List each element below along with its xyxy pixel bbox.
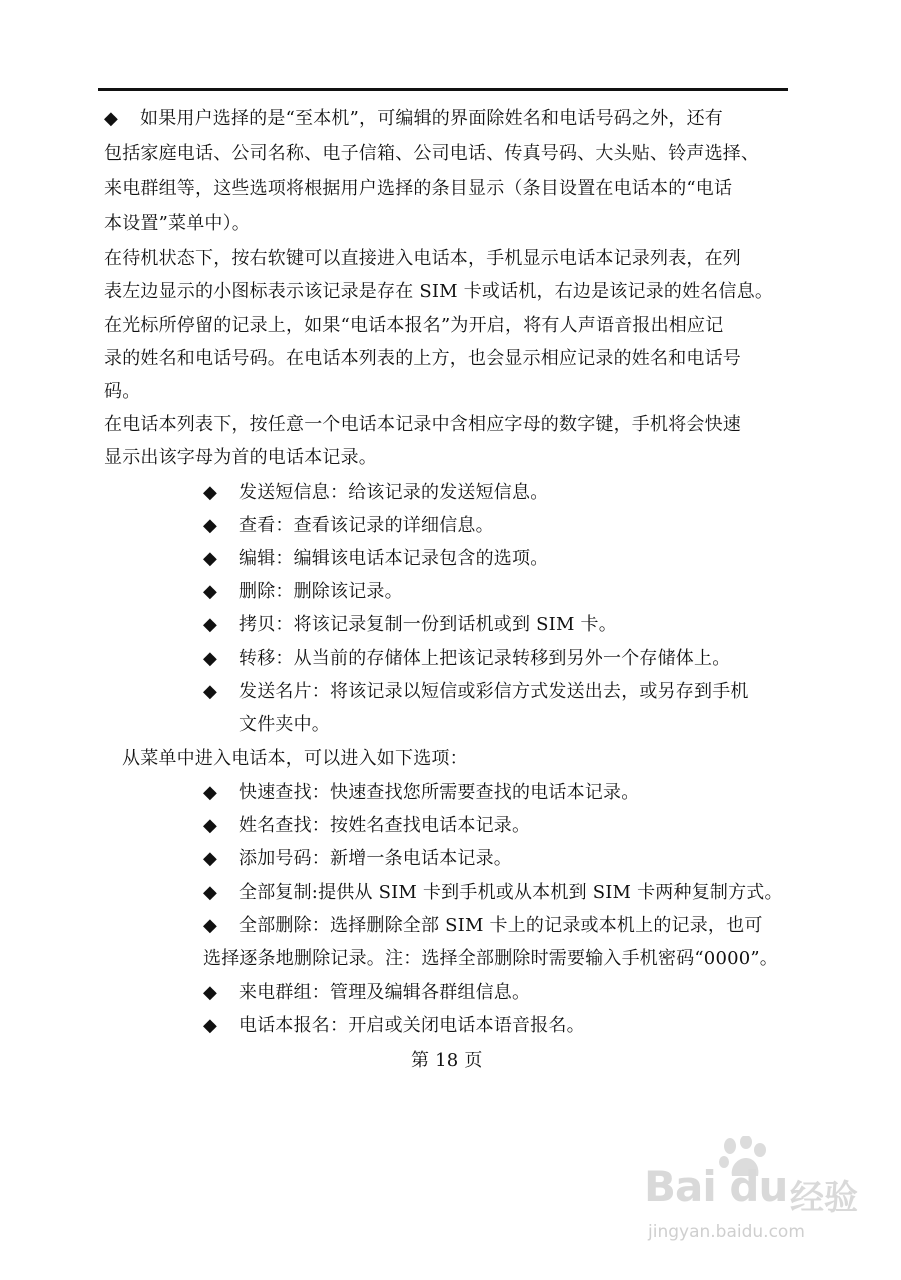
paragraph-2-line-4: 录的姓名和电话号码。在电话本列表的上方，也会显示相应记录的姓名和电话号: [104, 348, 741, 369]
list-item: ◆ 来电群组：管理及编辑各群组信息。: [203, 982, 531, 1003]
page-number: 第 18 页: [411, 1050, 483, 1071]
list-item: ◆ 删除：删除该记录。: [203, 581, 403, 602]
watermark-url: jingyan.baidu.com: [648, 1222, 805, 1242]
bullet-diamond-icon: ◆: [203, 848, 218, 869]
paragraph-2-line-1: 在待机状态下，按右软键可以直接进入电话本，手机显示电话本记录列表，在列: [104, 248, 741, 269]
paragraph-2-line-3: 在光标所停留的记录上，如果“电话本报名”为开启，将有人声语音报出相应记: [104, 315, 724, 336]
bullet-diamond-icon: ◆: [203, 515, 218, 536]
section-intro: 从菜单中进入电话本，可以进入如下选项：: [122, 748, 468, 769]
bullet-diamond-icon: ◆: [203, 482, 218, 503]
list-item: ◆ 拷贝：将该记录复制一份到话机或到 SIM 卡。: [203, 614, 617, 635]
paragraph-1-line-2: 包括家庭电话、公司名称、电子信箱、公司电话、传真号码、大头贴、铃声选择、: [104, 143, 760, 164]
list-item: ◆ 转移：从当前的存储体上把该记录转移到另外一个存储体上。: [203, 648, 731, 669]
bullet-diamond-icon: ◆: [203, 548, 218, 569]
bullet-diamond-icon: ◆: [203, 882, 218, 903]
bullet-diamond-icon: ◆: [203, 648, 218, 669]
header-rule: [98, 88, 788, 91]
watermark-brand: Bai du: [644, 1162, 788, 1211]
list-item-continuation: 文件夹中。: [239, 714, 330, 735]
paragraph-1-line-4: 本设置”菜单中）。: [104, 213, 251, 234]
bullet-diamond-icon: ◆: [104, 108, 119, 129]
list-item: ◆ 查看：查看该记录的详细信息。: [203, 515, 494, 536]
list-item: ◆ 添加号码：新增一条电话本记录。: [203, 848, 512, 869]
list-item-continuation: 选择逐条地删除记录。注：选择全部删除时需要输入手机密码“0000”。: [203, 948, 779, 969]
paragraph-3-line-2: 显示出该字母为首的电话本记录。: [104, 447, 377, 468]
bullet-diamond-icon: ◆: [203, 815, 218, 836]
baidu-jingyan-watermark: [640, 1130, 880, 1250]
watermark-cn: 经验: [790, 1178, 858, 1218]
paragraph-3-line-1: 在电话本列表下，按任意一个电话本记录中含相应字母的数字键，手机将会快速: [104, 414, 741, 435]
bullet-diamond-icon: ◆: [203, 982, 218, 1003]
list-item: ◆ 全部复制:提供从 SIM 卡到手机或从本机到 SIM 卡两种复制方式。: [203, 882, 783, 903]
list-item: ◆ 姓名查找：按姓名查找电话本记录。: [203, 815, 531, 836]
list-item: ◆ 快速查找：快速查找您所需要查找的电话本记录。: [203, 782, 640, 803]
paragraph-1-line-3: 来电群组等，这些选项将根据用户选择的条目显示（条目设置在电话本的“电话: [104, 178, 733, 199]
paragraph-2-line-5: 码。: [104, 381, 141, 402]
bullet-diamond-icon: ◆: [203, 681, 218, 702]
paragraph-2-line-2: 表左边显示的小图标表示该记录是存在 SIM 卡或话机，右边是该记录的姓名信息。: [104, 281, 774, 302]
list-item: ◆ 发送短信息：给该记录的发送短信息。: [203, 482, 549, 503]
bullet-diamond-icon: ◆: [203, 1015, 218, 1036]
bullet-diamond-icon: ◆: [203, 581, 218, 602]
bullet-diamond-icon: ◆: [203, 782, 218, 803]
bullet-diamond-icon: ◆: [203, 614, 218, 635]
list-item: ◆ 编辑：编辑该电话本记录包含的选项。: [203, 548, 549, 569]
bullet-diamond-icon: ◆: [203, 915, 218, 936]
list-item: ◆ 发送名片：将该记录以短信或彩信方式发送出去，或另存到手机: [203, 681, 749, 702]
paragraph-1-line-1: ◆ 如果用户选择的是“至本机”，可编辑的界面除姓名和电话号码之外，还有: [104, 108, 724, 129]
list-item: ◆ 全部删除：选择删除全部 SIM 卡上的记录或本机上的记录，也可: [203, 915, 763, 936]
list-item: ◆ 电话本报名：开启或关闭电话本语音报名。: [203, 1015, 585, 1036]
